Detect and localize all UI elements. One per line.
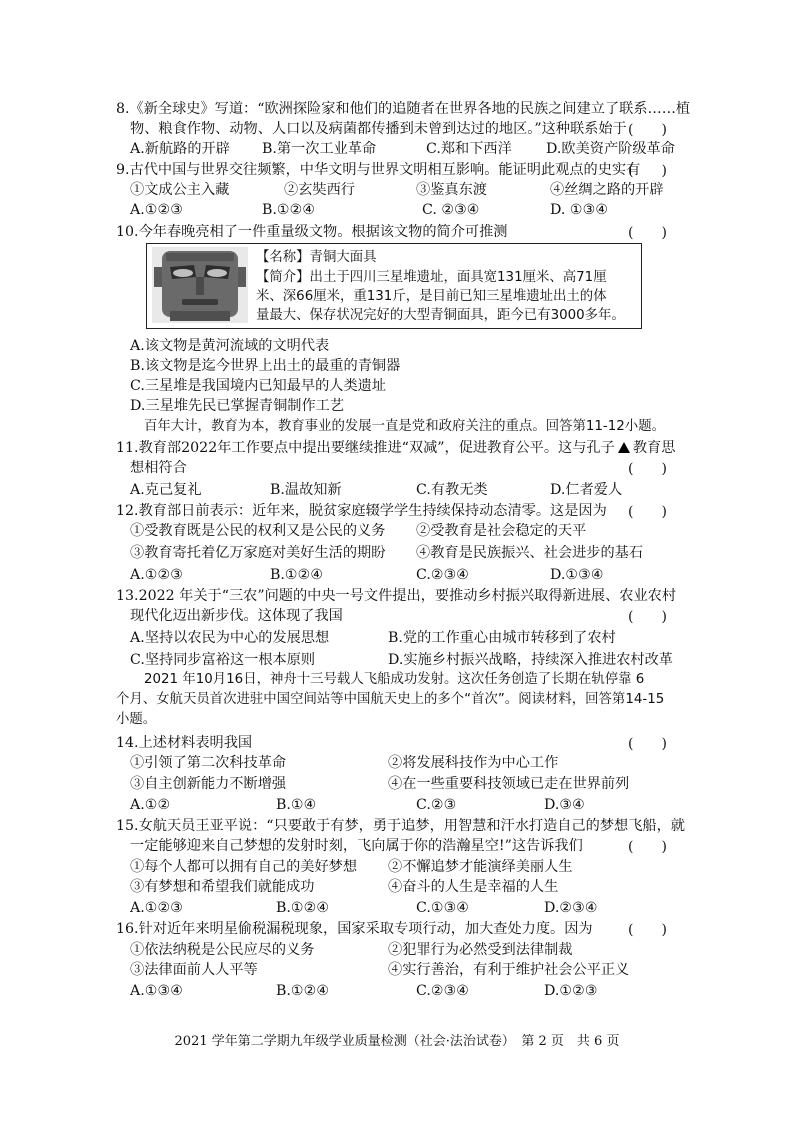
q15-item-1: ①每个人都可以拥有自己的美好梦想	[130, 859, 358, 875]
bronze-mask-image	[152, 247, 248, 323]
q14-item-2: ②将发展科技作为中心工作	[388, 755, 559, 771]
artifact-name: 【名称】青铜大面具	[256, 250, 377, 265]
q12-option-c[interactable]: C.②③④	[416, 567, 470, 583]
q14-line1: 14.上述材料表明我国	[116, 735, 253, 751]
q15-option-b[interactable]: B.①②④	[276, 900, 330, 916]
q10-option-c[interactable]: C.三星堆是我国境内已知最早的人类遗址	[130, 378, 387, 394]
q11-line1-end: 教育思	[632, 440, 676, 456]
q12-option-d[interactable]: D.①③④	[550, 567, 604, 583]
q10-option-b[interactable]: B.该文物是迄今世界上出土的最重的青铜器	[130, 358, 401, 374]
q12-item-3: ③教育寄托着亿万家庭对美好生活的期盼	[130, 545, 386, 561]
q11-option-a[interactable]: A.克己复礼	[130, 482, 202, 498]
q12-option-a[interactable]: A.①②③	[130, 567, 183, 583]
q9-option-d[interactable]: D. ①③④	[550, 202, 609, 218]
intro-14-15-line2: 个月、女航天员首次进驻中国空间站等中国航天史上的多个“首次”。阅读材料，回答第14-15	[116, 692, 665, 707]
q13-option-b[interactable]: B.党的工作重心由城市转移到了农村	[388, 630, 616, 646]
q9-answer-blank[interactable]: ( )	[628, 163, 667, 179]
q9-item-3: ③鉴真东渡	[416, 182, 487, 198]
q11-option-d[interactable]: D.仁者爱人	[550, 482, 623, 498]
q12-option-b[interactable]: B.①②④	[270, 567, 324, 583]
q15-option-c[interactable]: C.①③④	[416, 900, 470, 916]
q9-line1: 9.古代中国与世界交往频繁，中华文明与世界文明相互影响。能证明此观点的史实有	[116, 162, 641, 178]
q16-line1: 16.针对近年来明星偷税漏税现象，国家采取专项行动，加大查处力度。因为	[116, 921, 593, 937]
q8-answer-blank[interactable]: ( )	[628, 122, 667, 138]
q9-option-c[interactable]: C. ②③④	[422, 202, 480, 218]
q13-option-d[interactable]: D.实施乡村振兴战略，持续深入推进农村改革	[388, 652, 673, 668]
q16-item-4: ④实行善治，有利于维护社会公平正义	[388, 962, 630, 978]
q13-option-a[interactable]: A.坚持以农民为中心的发展思想	[130, 630, 330, 646]
q9-item-1: ①文成公主入藏	[130, 182, 230, 198]
q16-option-d[interactable]: D.①②③	[544, 983, 598, 999]
q12-line1: 12.教育部日前表示：近年来，脱贫家庭辍学学生持续保持动态清零。这是因为	[116, 503, 607, 519]
q16-option-a[interactable]: A.①③④	[130, 983, 183, 999]
q16-option-c[interactable]: C.②③④	[416, 983, 470, 999]
q11-answer-blank[interactable]: ( )	[628, 461, 667, 477]
intro-14-15-line1: 2021 年10月16日，神舟十三号载人飞船成功发射。这次任务创造了长期在轨停靠 6	[144, 672, 645, 687]
q13-line1: 13.2022 年关于“三农”问题的中央一号文件提出，要推动乡村振兴取得新进展、农业农村	[116, 588, 677, 604]
q16-answer-blank[interactable]: ( )	[628, 922, 667, 938]
q8-option-d[interactable]: D.欧美资产阶级革命	[546, 141, 675, 157]
q15-item-2: ②不懈追梦才能演绎美丽人生	[388, 859, 573, 875]
blank-triangle-icon	[618, 442, 630, 453]
q14-option-b[interactable]: B.①④	[276, 797, 317, 813]
q15-answer-blank[interactable]: ( )	[628, 839, 667, 855]
q12-answer-blank[interactable]: ( )	[628, 504, 667, 520]
q14-answer-blank[interactable]: ( )	[628, 736, 667, 752]
q8-option-a[interactable]: A.新航路的开辟	[130, 141, 230, 157]
q11-option-b[interactable]: B.温故知新	[270, 482, 342, 498]
q15-option-d[interactable]: D.②③④	[544, 900, 598, 916]
q8-option-b[interactable]: B.第一次工业革命	[262, 141, 377, 157]
page-footer: 2021 学年第二学期九年级学业质量检测（社会·法治试卷） 第 2 页 共 6 页	[174, 1034, 620, 1049]
q16-item-2: ②犯罪行为必然受到法律制裁	[388, 942, 573, 958]
artifact-intro-line1: 【简介】出土于四川三星堆遗址，面具宽131厘米、高71厘	[256, 270, 607, 285]
q14-item-1: ①引领了第二次科技革命	[130, 755, 287, 771]
artifact-intro-line2: 米、深66厘米，重131斤，是目前已知三星堆遗址出土的体	[256, 289, 607, 304]
q15-line2: 一定能够迎来自己梦想的发射时刻，飞向属于你的浩瀚星空!”这告诉我们	[130, 838, 583, 854]
q16-item-1: ①依法纳税是公民应尽的义务	[130, 942, 315, 958]
q13-line2: 现代化迈出新步伐。这体现了我国	[130, 608, 343, 624]
q11-line1-text: 11.教育部2022年工作要点中提出要继续推进“双减”，促进教育公平。这与孔子	[116, 440, 615, 456]
q10-answer-blank[interactable]: ( )	[628, 225, 667, 241]
q12-item-2: ②受教育是社会稳定的天平	[416, 523, 587, 539]
q8-line2: 物、粮食作物、动物、人口以及病菌都传播到未曾到达过的地区。”这种联系始于	[130, 121, 627, 137]
q8-option-c[interactable]: C.郑和下西洋	[426, 141, 512, 157]
q11-line2: 想相符合	[130, 460, 187, 476]
q8-line1: 8.《新全球史》写道：“欧洲探险家和他们的追随者在世界各地的民族之间建立了联系……植	[116, 101, 691, 117]
q14-item-4: ④在一些重要科技领域已走在世界前列	[388, 776, 630, 792]
q14-option-c[interactable]: C.②③	[416, 797, 457, 813]
q15-item-3: ③有梦想和希望我们就能成功	[130, 879, 315, 895]
intro-11-12: 百年大计，教育为本，教育事业的发展一直是党和政府关注的重点。回答第11-12小题。	[144, 419, 665, 434]
artifact-intro-line3: 量最大、保存状况完好的大型青铜面具，距今已有3000多年。	[256, 308, 625, 323]
q10-option-a[interactable]: A.该文物是黄河流域的文明代表	[130, 338, 330, 354]
q14-item-3: ③自主创新能力不断增强	[130, 776, 287, 792]
q12-item-1: ①受教育既是公民的权利又是公民的义务	[130, 523, 386, 539]
q14-option-d[interactable]: D.③④	[544, 797, 585, 813]
q16-option-b[interactable]: B.①②④	[276, 983, 330, 999]
q15-line1: 15.女航天员王亚平说：“只要敢于有梦，勇于追梦，用智慧和汗水打造自己的梦想飞船，就	[116, 818, 685, 834]
q9-item-4: ④丝绸之路的开辟	[550, 182, 664, 198]
q13-option-c[interactable]: C.坚持同步富裕这一根本原则	[130, 652, 316, 668]
q15-option-a[interactable]: A.①②③	[130, 900, 183, 916]
q11-line1	[116, 438, 675, 458]
q10-option-d[interactable]: D.三星堆先民已掌握青铜制作工艺	[130, 398, 345, 414]
q9-option-b[interactable]: B.①②④	[262, 202, 316, 218]
q13-answer-blank[interactable]: ( )	[628, 609, 667, 625]
q9-item-2: ②玄奘西行	[284, 182, 355, 198]
q14-option-a[interactable]: A.①②	[130, 797, 171, 813]
q15-item-4: ④奋斗的人生是幸福的人生	[388, 879, 559, 895]
q16-item-3: ③法律面前人人平等	[130, 962, 258, 978]
q10-line1: 10.今年春晚亮相了一件重量级文物。根据该文物的简介可推测	[116, 224, 508, 240]
q9-option-a[interactable]: A.①②③	[130, 202, 183, 218]
q11-option-c[interactable]: C.有教无类	[416, 482, 488, 498]
intro-14-15-line3: 小题。	[116, 712, 157, 727]
q12-item-4: ④教育是民族振兴、社会进步的基石	[416, 545, 644, 561]
